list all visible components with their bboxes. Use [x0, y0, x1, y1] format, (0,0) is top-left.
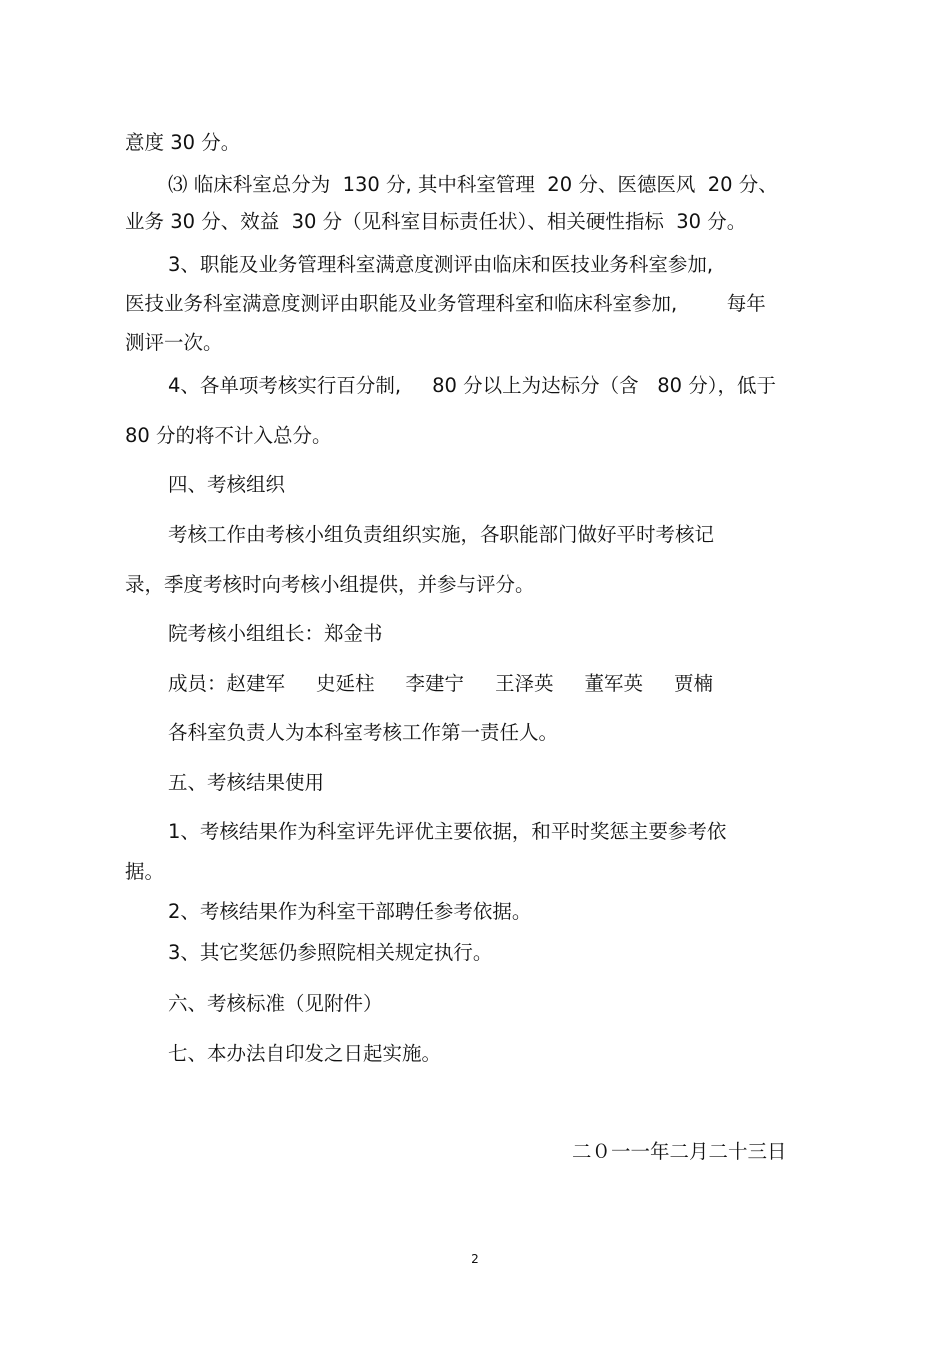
text-line: 医技业务科室满意度测评由职能及业务管理科室和临床科室参加, 每年: [125, 292, 766, 315]
text-line: 2、考核结果作为科室干部聘任参考依据。: [168, 900, 532, 923]
document-date: 二０一一年二月二十三日: [572, 1140, 787, 1163]
text-line: 业务 30 分、效益 30 分（见科室目标责任状）、相关硬性指标 30 分。: [125, 210, 747, 233]
text-line: 各科室负责人为本科室考核工作第一责任人。: [168, 721, 559, 744]
page-number: 2: [471, 1252, 479, 1266]
text-line: ⑶ 临床科室总分为 130 分, 其中科室管理 20 分、医德医风 20 分、: [168, 173, 778, 196]
text-line: 成员：赵建军 史延柱 李建宁 王泽英 董军英 贾楠: [168, 672, 713, 695]
section-heading: 四、考核组织: [168, 473, 286, 496]
text-line: 考核工作由考核小组负责组织实施，各职能部门做好平时考核记: [168, 523, 715, 546]
text-line: 80 分的将不计入总分。: [125, 424, 332, 447]
section-heading: 五、考核结果使用: [168, 771, 325, 794]
section-heading: 六、考核标准（见附件）: [168, 992, 383, 1015]
text-line: 1、考核结果作为科室评先评优主要依据，和平时奖惩主要参考依: [168, 820, 727, 843]
text-line: 录，季度考核时向考核小组提供，并参与评分。: [125, 573, 535, 596]
section-heading: 七、本办法自印发之日起实施。: [168, 1042, 442, 1065]
text-line: 3、其它奖惩仍参照院相关规定执行。: [168, 941, 493, 964]
text-line: 4、各单项考核实行百分制, 80 分以上为达标分（含 80 分），低于: [168, 374, 776, 397]
text-line: 意度 30 分。: [125, 131, 241, 154]
text-line: 院考核小组组长：郑金书: [168, 622, 383, 645]
text-line: 据。: [125, 860, 165, 883]
text-line: 3、职能及业务管理科室满意度测评由临床和医技业务科室参加,: [168, 253, 714, 276]
text-line: 测评一次。: [125, 331, 223, 354]
